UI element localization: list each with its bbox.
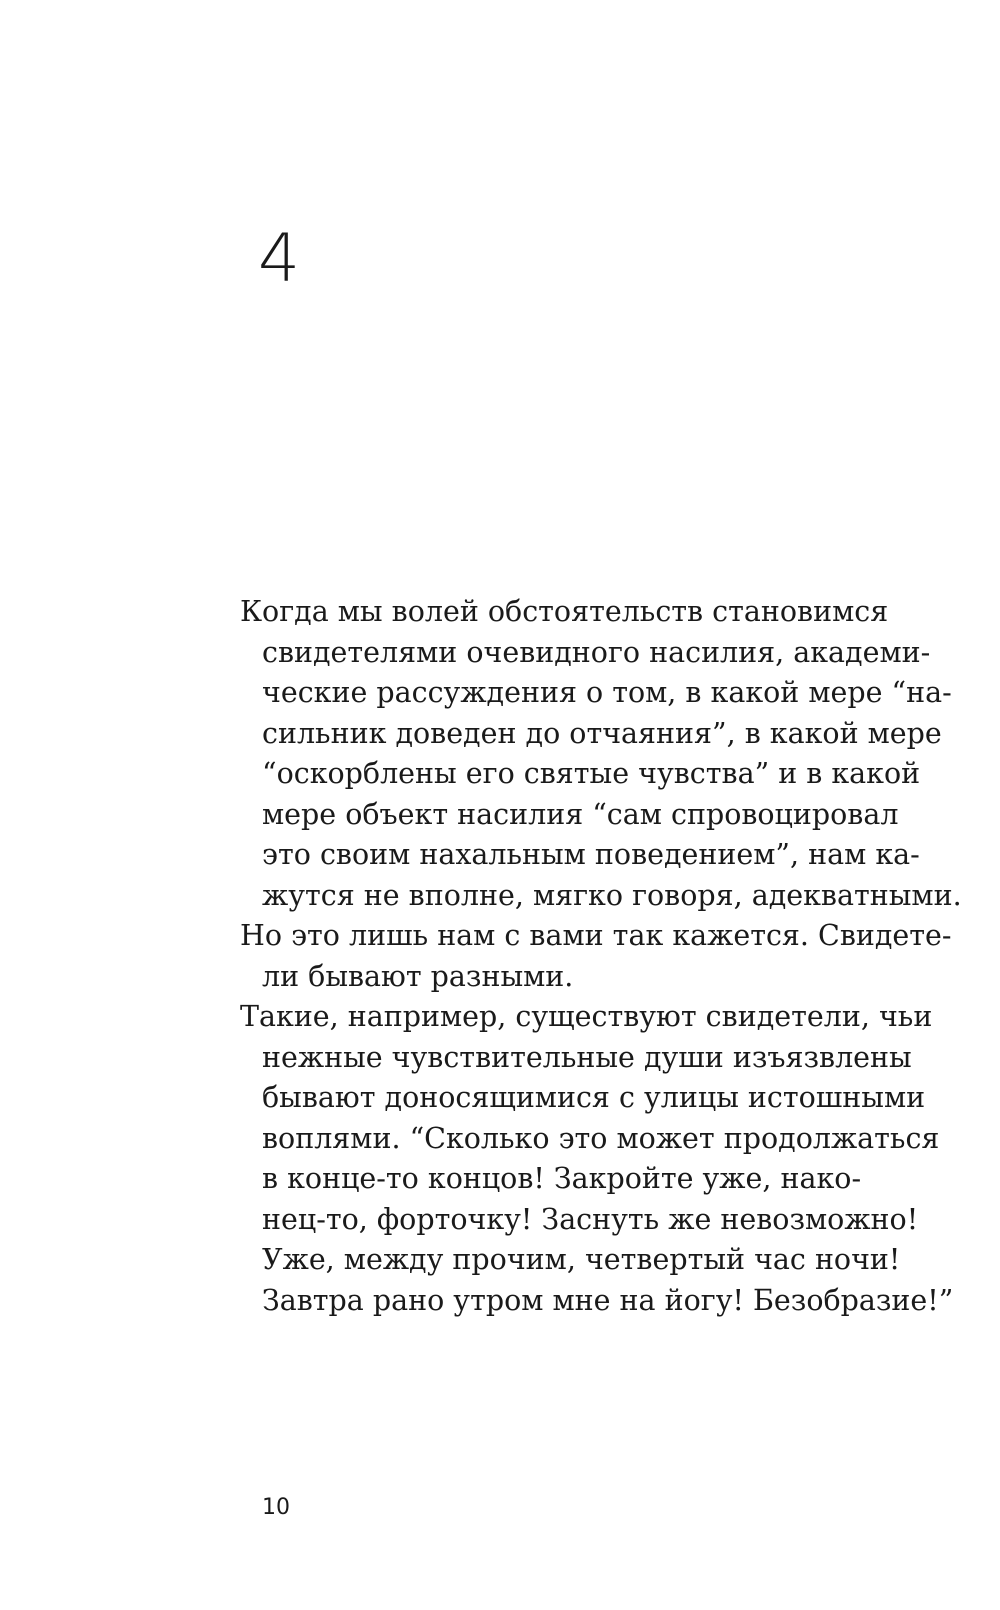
- text-line: в конце-то концов! Закройте уже, нако-: [262, 1162, 862, 1195]
- text-line: мере объект насилия “сам спровоцировал: [262, 797, 899, 831]
- text-line: ли бывают разными.: [262, 959, 574, 993]
- text-line: Когда мы волей обстоятельств становимся: [240, 595, 889, 628]
- text-line: Уже, между прочим, четвертый час ночи!: [262, 1243, 901, 1276]
- text-line: бывают доносящимися с улицы истошными: [262, 1081, 926, 1114]
- text-line: воплями. “Сколько это может продолжаться: [262, 1121, 940, 1155]
- text-line: Такие, например, существуют свидетели, чьи: [240, 1000, 933, 1033]
- text-line: это своим нахальным поведением”, нам ка-: [262, 838, 920, 871]
- text-line: “оскорблены его святые чувства” и в какой: [262, 757, 921, 790]
- text-line: свидетелями очевидного насилия, академи-: [262, 635, 931, 669]
- text-line: ческие рассуждения о том, в какой мере “на-: [262, 676, 952, 709]
- text-line: Но это лишь нам с вами так кажется. Свидете-: [240, 919, 952, 952]
- chapter-number: 4: [258, 220, 300, 297]
- text-line: жутся не вполне, мягко говоря, адекватными.: [262, 878, 962, 912]
- paragraph-3: [240, 997, 954, 1321]
- text-line: Завтра рано утром мне на йогу! Безобразие!”: [262, 1283, 954, 1317]
- body-text: [240, 592, 962, 1321]
- text-line: сильник доведен до отчаяния”, в какой мере: [262, 716, 942, 750]
- page-number: 10: [262, 1495, 290, 1520]
- paragraph-2: [240, 916, 952, 997]
- text-line: нежные чувствительные души изъязвлены: [262, 1040, 912, 1074]
- text-line: нец-то, форточку! Заснуть же невозможно!: [262, 1202, 919, 1236]
- paragraph-1: [240, 592, 962, 916]
